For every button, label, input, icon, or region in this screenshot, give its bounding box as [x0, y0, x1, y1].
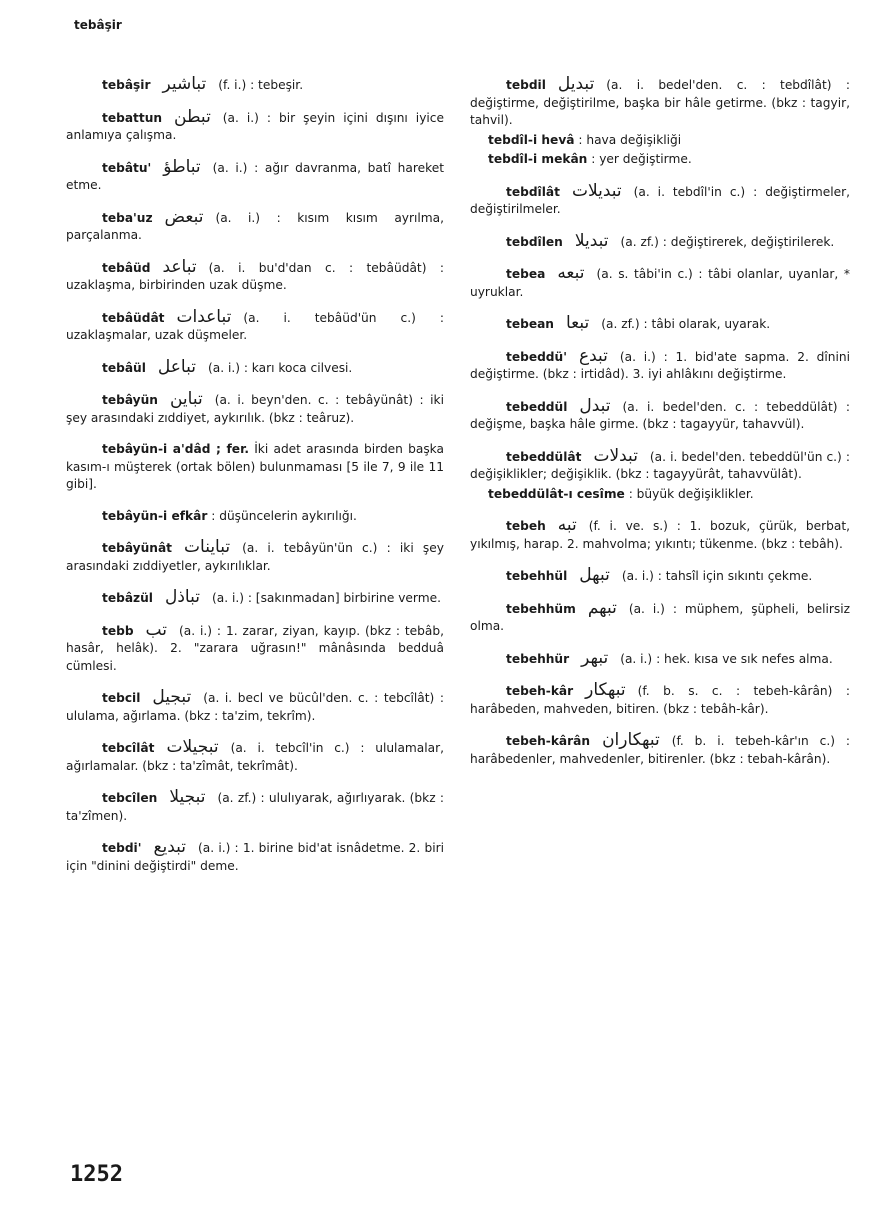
entry-headword: tebattun [102, 110, 163, 125]
dictionary-entry [470, 76, 850, 130]
entry-headword: tebehhüm [506, 601, 576, 616]
dictionary-entry [470, 567, 850, 586]
entry-definition: İki adet arasında birden başka kasım-ı müşterek (ortak bölen) bulunmaması [5 ile 7, 9 ile 11 gibi]. [66, 442, 444, 492]
entry-headword: tebeh-kârân [506, 734, 591, 749]
entry-definition: (a. zf.) : değiştirerek, değiştirilerek. [620, 234, 835, 249]
entry-definition: (a. i.) : karı koca cilvesi. [207, 360, 353, 375]
dictionary-entry [66, 689, 444, 725]
entry-headword: tebdil [506, 78, 546, 93]
entry-definition: (f. b. s. c. : tebeh-kârân) : harâbeden, mahvеden, bitiren. (bkz : tebâh-kâr). [470, 684, 850, 716]
entry-arabic-script: تبديل [557, 74, 595, 95]
entry-definition: (a. i. beyn'den. c. : tebâyünât) : iki şey arasındaki zıddiyet, aykırılık. (bkz : teâruz). [66, 393, 444, 425]
entry-arabic-script: تبطن [174, 106, 211, 127]
dictionary-entry [470, 230, 850, 252]
entry-definition: (a. i.) : 1. zarar, ziyan, kayıp. (bkz : tebâb, hasâr, helâk). 2. "zarara uğrasın!" mânâsında bedduâ cümlesi. [66, 623, 444, 673]
dictionary-entry [66, 441, 444, 494]
entry-headword: tebâyün-i a'dâd ; fer. [102, 442, 249, 457]
entry-arabic-script: تبهم [587, 597, 617, 618]
entry-headword: teba'uz [102, 210, 153, 225]
entry-headword: tebcîlen [102, 791, 158, 806]
entry-headword: tebeh [506, 519, 546, 534]
dictionary-entry [470, 445, 850, 484]
dictionary-entry [66, 539, 444, 575]
entry-definition: (a. s. tâbi'in c.) : tâbi olanlar, uyanlar, * uyruklar. [470, 267, 850, 299]
entry-definition: (a. i. bedel'den. c. : tebdîlât) : değiştirme, değiştirilme, başka bir hâle getirme. (bkz : tagyir, tahvil). [470, 78, 850, 128]
entry-arabic-script: تباعل [157, 356, 196, 377]
entry-headword: tebâzül [102, 591, 153, 606]
entry-headword: tebeddülât-ı cesîme [488, 486, 625, 501]
dictionary-entry [66, 256, 444, 295]
entry-headword: tebehhül [506, 569, 568, 584]
entry-headword: tebdîlen [506, 234, 563, 249]
entry-arabic-script: تب [145, 619, 167, 640]
entry-definition: (a. i. tebdîl'in c.) : değiştirmeler, değiştirilmeler. [470, 184, 850, 217]
entry-definition: (f. i. ve. s.) : 1. bozuk, çürük, berbat, yıkılmış, harap. 2. mahvolma; yıkıntı; tükenme. (bkz : tebâh). [470, 519, 850, 551]
entry-headword: tebâyün-i efkâr [102, 508, 208, 523]
entry-definition: (a. i. tebâyün'ün c.) : iki şey arasındaki zıddiyetler, aykırılıklar. [66, 541, 444, 573]
entry-arabic-script: تباعد [162, 256, 197, 277]
dictionary-entry [66, 76, 444, 95]
entry-definition: (a. i.) : bir şeyin içini dışını iyice anlamıya çalışma. [66, 110, 444, 143]
entry-definition: (a. i.) : kısım kısım ayrılma, parçalanma. [66, 210, 444, 243]
entry-arabic-script: تبدلات [593, 445, 638, 466]
entry-definition: (a. i. bu'd'dan c. : tebâüdât) : uzaklaşma, birbirinden uzak düşme. [66, 260, 444, 293]
entry-arabic-script: تبه [557, 515, 577, 536]
entry-definition: (a. i.) : ağır davranma, batî hareket etme. [66, 160, 444, 193]
dictionary-entry [470, 732, 850, 768]
entry-definition: (a. i. tebâüd'ün c.) : uzaklaşmalar, uzak düşmeler. [66, 310, 444, 343]
dictionary-entry [66, 391, 444, 427]
entry-headword: tebean [506, 317, 554, 332]
dictionary-entry [470, 597, 850, 636]
entry-definition: (a. i.) : hek. kısa ve sık nefes alma. [620, 651, 833, 666]
entry-definition: : düşüncelerin aykırılığı. [211, 508, 357, 523]
entry-headword: tebâül [102, 360, 146, 375]
entry-arabic-script: تبجيل [152, 687, 192, 708]
entry-headword: tebb [102, 623, 134, 638]
dictionary-entry [66, 789, 444, 825]
entry-arabic-script: تبجيلات [166, 737, 219, 758]
entry-headword: tebcil [102, 691, 141, 706]
entry-arabic-script: تبهل [579, 565, 610, 586]
entry-headword: tebâşir [102, 78, 151, 93]
entry-arabic-script: تباينات [184, 537, 231, 558]
entry-definition: (a. i.) : 1. birine bid'at isnâdetme. 2. biri için "dinini değiştirdi" deme. [66, 841, 444, 873]
entry-arabic-script: تبديلا [574, 230, 609, 251]
running-head: tebâşir [74, 18, 122, 32]
left-column [66, 64, 444, 889]
entry-headword: tebcîlât [102, 741, 155, 756]
dictionary-entry [470, 395, 850, 434]
dictionary-entry [470, 315, 850, 334]
dictionary-entry [470, 180, 850, 219]
dictionary-entry [470, 151, 850, 169]
entry-arabic-script: تبعا [565, 313, 590, 334]
entry-arabic-script: تبجيلا [169, 787, 206, 808]
right-column [470, 64, 850, 782]
entry-headword: tebeh-kâr [506, 684, 574, 699]
entry-definition: (a. i. becl ve bücûl'den. c. : tebcîlât) : ululama, ağırlama. (bkz : ta'zim, tekrîm). [66, 691, 444, 723]
entry-arabic-script: تبهكاران [602, 730, 660, 751]
dictionary-entry [66, 589, 444, 608]
dictionary-entry [470, 265, 850, 301]
dictionary-entry [66, 356, 444, 378]
entry-arabic-script: تباين [169, 389, 203, 410]
page-number: 1252 [70, 1162, 123, 1187]
entry-arabic-script: تبديلات [571, 180, 622, 201]
entry-definition: (f. i.) : tebeşir. [218, 78, 304, 93]
entry-arabic-script: تبهكار [585, 680, 626, 701]
entry-arabic-script: تبديع [153, 837, 187, 858]
dictionary-entry [66, 508, 444, 526]
dictionary-entry [470, 647, 850, 669]
entry-definition: (a. i.) : tahsîl için sıkıntı çekme. [621, 569, 813, 584]
entry-headword: tebdîl-i hevâ [488, 132, 575, 147]
dictionary-entry [66, 156, 444, 195]
entry-definition: (a. i. bedel'den. tebeddül'ün c.) : değişiklikler; değişiklik. (bkz : tagayyürât, tahavvülât). [470, 449, 850, 482]
entry-definition: (a. i. tebcîl'in c.) : ululamalar, ağırlamalar. (bkz : ta'zîmât, tekrîmât). [66, 741, 444, 773]
entry-arabic-script: تبعض [164, 206, 204, 227]
entry-definition: (a. i.) : müphem, şüpheli, belirsiz olma. [470, 601, 850, 634]
entry-definition: (a. zf.) : tâbi olarak, uyarak. [601, 317, 771, 332]
entry-headword: tebdîl-i mekân [488, 152, 588, 167]
entry-arabic-script: تبدع [578, 345, 608, 366]
entry-definition: (a. i. bedel'den. c. : tebeddülât) : değişme, başka hâle girme. (bkz : tagayyür, tahavvül). [470, 399, 850, 432]
dictionary-entry [66, 619, 444, 676]
dictionary-entry [470, 486, 850, 504]
entry-definition: : hava değişikliği [578, 132, 682, 147]
entry-arabic-script: تبدل [579, 395, 611, 416]
entry-definition: : yer değiştirme. [591, 152, 692, 167]
entry-headword: tebeddü' [506, 349, 567, 364]
entry-definition: (a. i.) : 1. bid'ate sapma. 2. dînini değiştirme. (bkz : irtidâd). 3. iyi ahlâkını değiştirme. [470, 349, 850, 382]
entry-headword: tebâüd [102, 260, 151, 275]
entry-definition: : büyük değişiklikler. [628, 486, 754, 501]
entry-arabic-script: تباذل [165, 587, 200, 608]
entry-arabic-script: تباعدات [176, 306, 232, 327]
dictionary-entry [66, 306, 444, 345]
entry-definition: (a. zf.) : ululıyarak, ağırlıyarak. (bkz : ta'zîmen). [66, 791, 444, 823]
entry-arabic-script: تباشير [162, 74, 207, 95]
dictionary-entry [470, 682, 850, 718]
dictionary-entry [470, 132, 850, 150]
dictionary-entry [66, 106, 444, 145]
entry-headword: tebâtu' [102, 160, 152, 175]
entry-headword: tebâyün [102, 393, 158, 408]
dictionary-entry [470, 517, 850, 553]
entry-arabic-script: تبعه [557, 263, 585, 284]
entry-headword: tebdi' [102, 841, 142, 856]
entry-headword: tebâüdât [102, 310, 165, 325]
entry-headword: tebehhür [506, 651, 570, 666]
entry-arabic-script: تبهر [581, 647, 609, 668]
dictionary-entry [470, 345, 850, 384]
dictionary-entry [66, 739, 444, 775]
entry-headword: tebdîlât [506, 184, 560, 199]
dictionary-entry [66, 839, 444, 875]
entry-headword: tebeddül [506, 399, 568, 414]
entry-definition: (a. i.) : [sakınmadan] birbirine verme. [211, 591, 441, 606]
entry-definition: (f. b. i. tebeh-kâr'ın c.) : harâbedenler, mahvedenler, bitirenler. (bkz : tebah-kârân). [470, 734, 850, 766]
entry-headword: tebâyünât [102, 541, 173, 556]
dictionary-entry [66, 206, 444, 245]
entry-headword: tebeddülât [506, 449, 582, 464]
entry-arabic-script: تباطؤ [163, 156, 201, 177]
entry-headword: tebea [506, 267, 546, 282]
